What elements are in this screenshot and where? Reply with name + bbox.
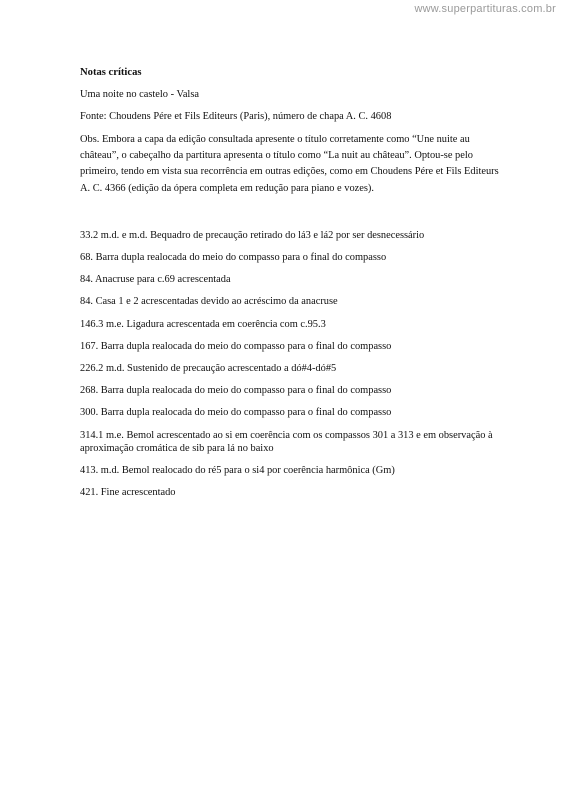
list-item: 33.2 m.d. e m.d. Bequadro de precaução retirado do lá3 e lá2 por ser desnecessário (80, 229, 425, 241)
list-item: 300. Barra dupla realocada do meio do compasso para o final do compasso (80, 407, 392, 419)
list-item: 314.1 m.e. Bemol acrescentado ao si em coerência com os compassos 301 a 313 e em observação à aproximação cromática de sib para lá no baixo (80, 429, 493, 455)
list-item: 68. Barra dupla realocada do meio do compasso para o final do compasso (80, 252, 387, 263)
list-item: 268. Barra dupla realocada do meio do compasso para o final do compasso (80, 385, 392, 397)
list-item: 167. Barra dupla realocada do meio do compasso para o final do compasso (80, 340, 392, 352)
list-item: 226.2 m.d. Sustenido de precaução acrescentado a dó#4-dó#5 (80, 362, 337, 374)
list-item: 146.3 m.e. Ligadura acrescentada em coerência com c.95.3 (80, 318, 326, 330)
observation-paragraph: Obs. Embora a capa da edição consultada apresente o título corretamente como “Une nuite au château”, o cabeçalho da partitura apresenta o título como “La nuit au château”. Optou-se pelo primeiro, tendo em vista sua recorrência em outras edições, como em Choudens Pére et Fils Editeurs A. C. 4366 (edição da ópera completa em redução para piano e vozes). (80, 134, 499, 194)
list-item: 84. Anacruse para c.69 acrescentada (80, 274, 231, 286)
piece-subtitle: Uma noite no castelo - Valsa (80, 89, 199, 100)
page-title: Notas críticas (80, 67, 142, 78)
document-page (80, 66, 500, 509)
list-item: 413. m.d. Bemol realocado do ré5 para o si4 por coerência harmônica (Gm) (80, 465, 395, 477)
source-line: Fonte: Choudens Pére et Fils Editeurs (Paris), número de chapa A. C. 4608 (80, 111, 392, 122)
site-watermark: www.superpartituras.com.br (414, 3, 556, 15)
list-item: 84. Casa 1 e 2 acrescentadas devido ao acréscimo da anacruse (80, 296, 338, 308)
list-item: 421. Fine acrescentado (80, 487, 176, 499)
critical-notes-list (80, 229, 500, 501)
